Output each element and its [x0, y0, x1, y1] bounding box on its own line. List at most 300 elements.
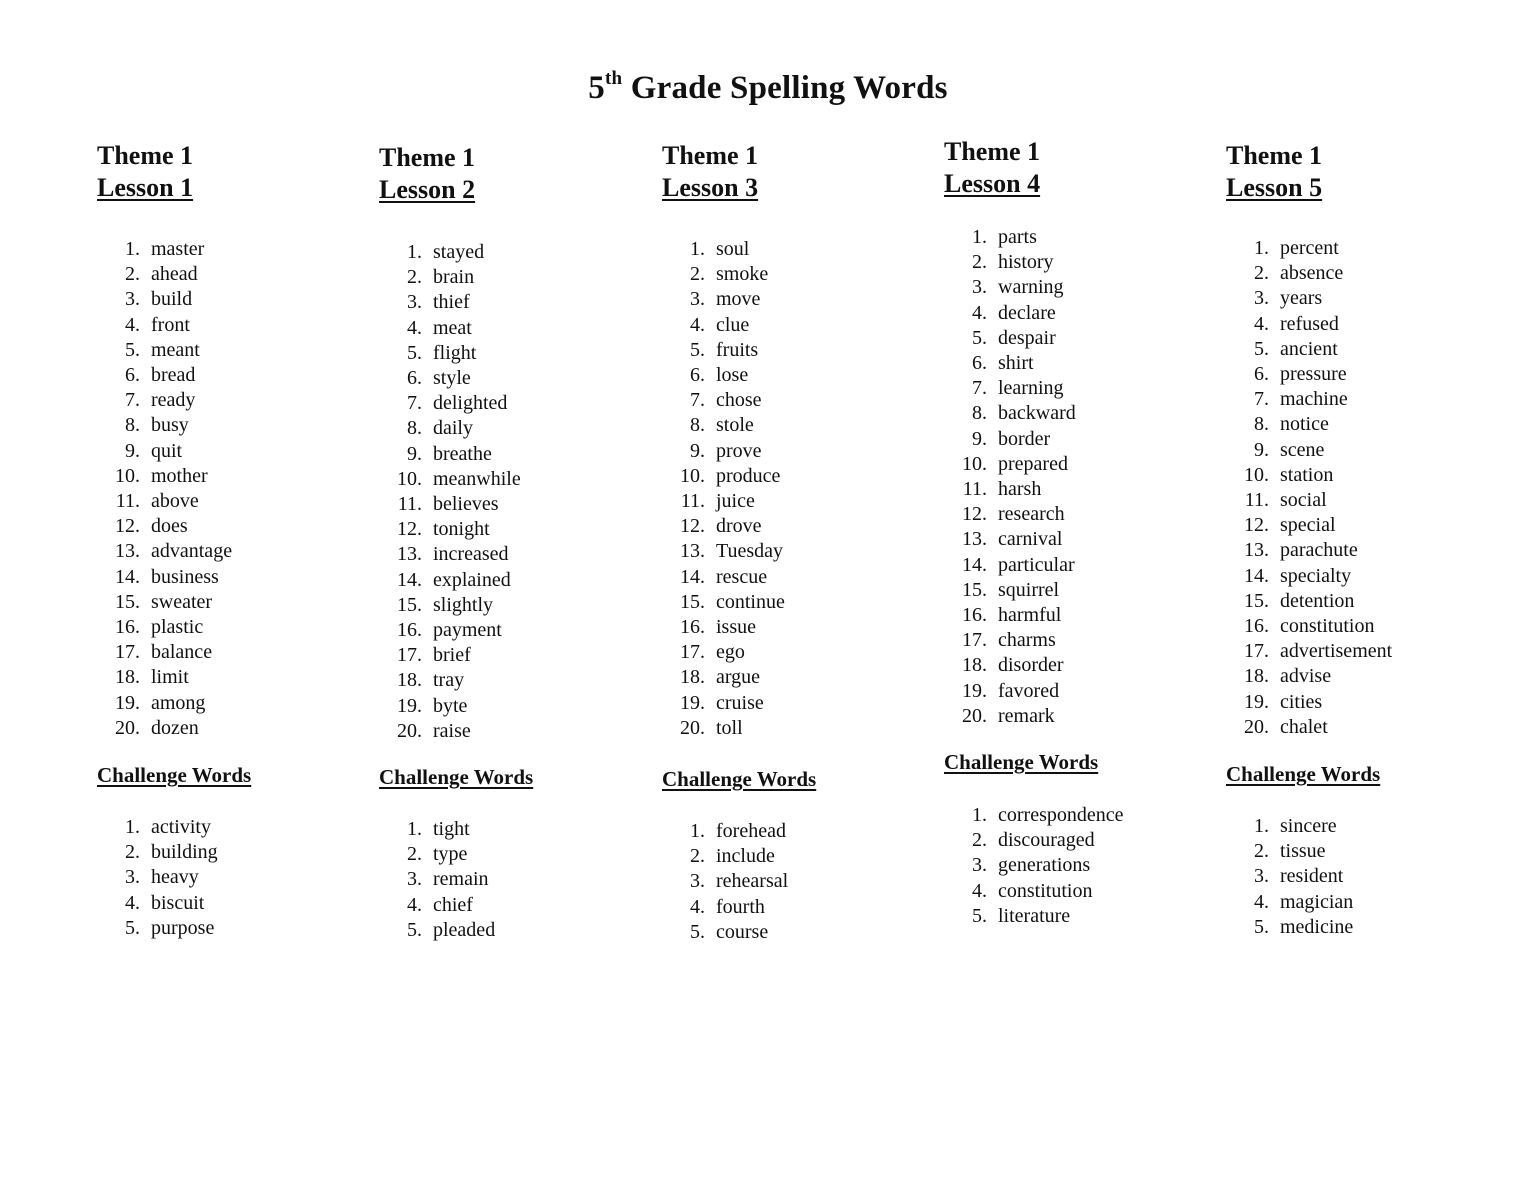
item-number: 12. [115, 515, 140, 538]
list-item [1226, 814, 1353, 839]
list-item [97, 413, 232, 438]
spelling-word: building [151, 841, 218, 864]
item-number: 10. [680, 464, 705, 487]
list-item [1226, 312, 1392, 337]
list-item [944, 828, 1124, 853]
spelling-word: special [1280, 514, 1336, 537]
spelling-word: declare [998, 301, 1056, 324]
word-list [1226, 236, 1392, 740]
item-number: 3. [972, 276, 987, 299]
item-number: 3. [125, 288, 140, 311]
list-item [944, 527, 1076, 552]
spelling-word: meant [151, 338, 200, 361]
list-item [1226, 564, 1392, 589]
spelling-word: front [151, 313, 190, 336]
item-number: 19. [1244, 690, 1269, 713]
list-item [1226, 438, 1392, 463]
list-item [97, 338, 232, 363]
list-item [662, 539, 785, 564]
item-number: 8. [125, 414, 140, 437]
item-number: 10. [1244, 463, 1269, 486]
theme-label: Theme 1 [662, 141, 759, 170]
list-item [662, 716, 785, 741]
list-item [379, 442, 521, 467]
spelling-word: tray [433, 669, 465, 692]
item-number: 6. [407, 367, 422, 390]
spelling-word: remark [998, 704, 1055, 727]
list-item [662, 844, 788, 869]
spelling-word: forehead [716, 820, 786, 842]
list-item [1226, 614, 1392, 639]
item-number: 10. [115, 464, 140, 487]
spelling-word: quit [151, 439, 183, 462]
list-item [1226, 261, 1392, 286]
spelling-word: clue [716, 313, 750, 336]
item-number: 1. [690, 238, 705, 260]
spelling-word: harmful [998, 604, 1062, 627]
spelling-word: include [716, 845, 775, 868]
spelling-word: produce [716, 464, 781, 487]
list-item [97, 916, 218, 941]
spelling-word: stole [716, 414, 754, 437]
item-number: 2. [972, 829, 987, 852]
item-number: 19. [680, 691, 705, 714]
list-item [379, 517, 521, 542]
list-item [1226, 362, 1392, 387]
item-number: 13. [1244, 539, 1269, 562]
spelling-word: activity [151, 816, 211, 838]
item-number: 2. [125, 841, 140, 864]
spelling-word: Tuesday [716, 540, 784, 563]
spelling-word: argue [716, 666, 761, 689]
item-number: 6. [972, 352, 987, 375]
item-number: 4. [1254, 890, 1269, 913]
item-number: 3. [407, 291, 422, 314]
list-item [97, 287, 232, 312]
list-item [1226, 639, 1392, 664]
spelling-word: learning [998, 377, 1064, 400]
item-number: 5. [125, 338, 140, 361]
item-number: 4. [125, 313, 140, 336]
item-number: 2. [1254, 840, 1269, 863]
item-number: 11. [962, 478, 987, 501]
item-number: 7. [407, 392, 422, 415]
item-number: 1. [972, 804, 987, 826]
item-number: 3. [972, 854, 987, 877]
list-item [944, 250, 1076, 275]
spelling-word: disorder [998, 654, 1064, 677]
lesson-label: Lesson 5 [1226, 173, 1323, 202]
spelling-word: dozen [151, 716, 199, 739]
lesson-header [944, 136, 1040, 200]
item-number: 1. [125, 238, 140, 260]
list-item [379, 265, 521, 290]
list-item [379, 867, 495, 892]
item-number: 1. [407, 818, 422, 840]
spelling-word: advise [1280, 665, 1332, 688]
challenge-words-heading: Challenge Words [662, 767, 817, 791]
spelling-word: breathe [433, 442, 492, 465]
spelling-word: chalet [1280, 715, 1328, 738]
lesson-column-5 [1226, 0, 1496, 938]
spelling-word: remain [433, 868, 489, 891]
list-item [1226, 286, 1392, 311]
challenge-words-heading: Challenge Words [97, 763, 252, 787]
spelling-word: literature [998, 904, 1071, 927]
item-number: 1. [125, 816, 140, 838]
item-number: 15. [1244, 589, 1269, 612]
spelling-word: cities [1280, 690, 1323, 713]
lesson-header [1226, 140, 1322, 204]
item-number: 20. [115, 716, 140, 739]
item-number: 4. [690, 313, 705, 336]
spelling-word: cruise [716, 691, 764, 714]
list-item [944, 628, 1076, 653]
item-number: 1. [1254, 815, 1269, 837]
list-item [944, 452, 1076, 477]
theme-label: Theme 1 [1226, 141, 1323, 170]
list-item [97, 716, 232, 741]
list-item [379, 341, 521, 366]
spelling-word: pressure [1280, 363, 1347, 386]
spelling-word: years [1280, 287, 1323, 310]
item-number: 4. [972, 301, 987, 324]
spelling-word: scene [1280, 438, 1325, 461]
item-number: 7. [690, 389, 705, 412]
spelling-word: advantage [151, 540, 233, 563]
spelling-word: build [151, 288, 193, 311]
spelling-word: ancient [1280, 337, 1338, 360]
list-item [662, 464, 785, 489]
item-number: 9. [407, 442, 422, 465]
item-number: 17. [680, 641, 705, 664]
list-item [97, 363, 232, 388]
challenge-word-list [944, 803, 1124, 929]
list-item [97, 464, 232, 489]
spelling-word: parachute [1280, 539, 1358, 562]
spelling-word: prepared [998, 452, 1068, 475]
theme-label: Theme 1 [97, 141, 194, 170]
spelling-word: byte [433, 694, 468, 717]
spelling-word: sweater [151, 590, 213, 613]
list-item [97, 840, 218, 865]
item-number: 2. [690, 263, 705, 286]
spelling-word: brief [433, 644, 471, 667]
list-item [97, 237, 232, 262]
item-number: 8. [1254, 413, 1269, 436]
spelling-word: rescue [716, 565, 768, 588]
item-number: 7. [972, 377, 987, 400]
item-number: 8. [972, 402, 987, 425]
lesson-label: Lesson 1 [97, 173, 194, 202]
spelling-word: particular [998, 553, 1075, 576]
list-item [944, 351, 1076, 376]
spelling-word: type [433, 843, 468, 866]
spelling-word: constitution [1280, 615, 1375, 638]
item-number: 4. [125, 891, 140, 914]
list-item [379, 918, 495, 943]
spelling-word: ahead [151, 263, 198, 286]
list-item [1226, 488, 1392, 513]
spelling-word: despair [998, 326, 1056, 349]
spelling-word: pleaded [433, 918, 496, 941]
item-number: 15. [397, 593, 422, 616]
spelling-word: style [433, 367, 471, 390]
item-number: 10. [397, 467, 422, 490]
item-number: 6. [690, 364, 705, 387]
list-item [379, 842, 495, 867]
spelling-word: juice [716, 490, 755, 513]
list-item [97, 514, 232, 539]
list-item [379, 416, 521, 441]
list-item [379, 593, 521, 618]
spelling-word: harsh [998, 478, 1042, 501]
list-item [97, 615, 232, 640]
spelling-word: station [1280, 463, 1334, 486]
item-number: 5. [125, 916, 140, 939]
spelling-word: daily [433, 417, 473, 440]
item-number: 11. [680, 490, 705, 513]
list-item [662, 489, 785, 514]
item-number: 4. [407, 893, 422, 916]
list-item [1226, 387, 1392, 412]
lesson-header [97, 140, 193, 204]
list-item [379, 719, 521, 744]
list-item [379, 618, 521, 643]
spelling-word: backward [998, 402, 1076, 425]
spelling-word: above [151, 490, 199, 513]
word-list [97, 237, 232, 741]
spelling-word: thief [433, 291, 470, 314]
spelling-word: plastic [151, 616, 204, 639]
spelling-word: rehearsal [716, 870, 789, 893]
list-item [662, 237, 785, 262]
list-item [944, 803, 1124, 828]
list-item [1226, 337, 1392, 362]
item-number: 6. [1254, 363, 1269, 386]
list-item [944, 704, 1076, 729]
item-number: 9. [125, 439, 140, 462]
word-list [944, 225, 1076, 729]
item-number: 5. [407, 918, 422, 941]
spelling-word: bread [151, 364, 196, 387]
item-number: 20. [962, 704, 987, 727]
list-item [944, 603, 1076, 628]
item-number: 18. [1244, 665, 1269, 688]
spelling-word: history [998, 251, 1054, 274]
list-item [944, 376, 1076, 401]
spelling-word: carnival [998, 528, 1063, 551]
item-number: 4. [407, 316, 422, 339]
spelling-word: notice [1280, 413, 1329, 436]
spelling-word: slightly [433, 593, 494, 616]
spelling-word: chose [716, 389, 762, 412]
list-item [379, 817, 495, 842]
list-item [1226, 463, 1392, 488]
list-item [944, 301, 1076, 326]
list-item [662, 691, 785, 716]
spelling-word: issue [716, 616, 756, 639]
spelling-word: research [998, 503, 1065, 526]
item-number: 11. [397, 493, 422, 516]
list-item [944, 477, 1076, 502]
spelling-word: specialty [1280, 564, 1352, 587]
spelling-word: master [151, 238, 205, 260]
list-item [662, 615, 785, 640]
list-item [944, 653, 1076, 678]
spelling-word: generations [998, 854, 1091, 877]
item-number: 5. [407, 341, 422, 364]
spelling-word: detention [1280, 589, 1355, 612]
item-number: 19. [962, 679, 987, 702]
item-number: 2. [407, 843, 422, 866]
list-item [662, 895, 788, 920]
spelling-word: lose [716, 364, 749, 387]
spelling-word: magician [1280, 890, 1354, 913]
list-item [944, 427, 1076, 452]
theme-label: Theme 1 [944, 137, 1041, 166]
item-number: 16. [115, 616, 140, 639]
item-number: 20. [1244, 715, 1269, 738]
list-item [662, 590, 785, 615]
item-number: 1. [1254, 237, 1269, 259]
list-item [97, 815, 218, 840]
item-number: 20. [397, 719, 422, 742]
list-item [944, 879, 1124, 904]
list-item [379, 240, 521, 265]
list-item [662, 413, 785, 438]
item-number: 1. [407, 241, 422, 263]
spelling-word: sincere [1280, 815, 1337, 837]
list-item [944, 502, 1076, 527]
challenge-words-heading: Challenge Words [944, 750, 1099, 774]
list-item [97, 865, 218, 890]
spelling-word: continue [716, 590, 785, 613]
spelling-word: brain [433, 266, 475, 289]
spelling-word: favored [998, 679, 1060, 702]
item-number: 9. [1254, 438, 1269, 461]
list-item [662, 819, 788, 844]
spelling-word: tissue [1280, 840, 1326, 863]
item-number: 14. [1244, 564, 1269, 587]
spelling-word: ready [151, 389, 196, 412]
spelling-word: shirt [998, 352, 1034, 375]
item-number: 1. [972, 226, 987, 248]
spelling-word: discouraged [998, 829, 1095, 852]
spelling-word: ego [716, 641, 745, 664]
spelling-word: fourth [716, 895, 765, 918]
list-item [662, 439, 785, 464]
list-item [944, 904, 1124, 929]
list-item [1226, 864, 1353, 889]
list-item [662, 262, 785, 287]
list-item [944, 401, 1076, 426]
item-number: 15. [962, 578, 987, 601]
spelling-word: raise [433, 719, 471, 742]
spelling-word: soul [716, 238, 750, 260]
page-title: 5th Grade Spelling Words [588, 68, 948, 106]
list-item [97, 262, 232, 287]
spelling-word: chief [433, 893, 473, 916]
item-number: 17. [1244, 640, 1269, 663]
challenge-word-list [1226, 814, 1353, 940]
item-number: 16. [962, 604, 987, 627]
item-number: 13. [115, 540, 140, 563]
item-number: 18. [397, 669, 422, 692]
list-item [97, 565, 232, 590]
spelling-word: heavy [151, 866, 199, 889]
lesson-column-4 [944, 0, 1214, 927]
spelling-word: medicine [1280, 915, 1354, 938]
spelling-word: constitution [998, 879, 1093, 902]
spelling-word: social [1280, 489, 1327, 512]
spelling-word: mother [151, 464, 208, 487]
item-number: 18. [680, 666, 705, 689]
spelling-word: squirrel [998, 578, 1060, 601]
list-item [1226, 589, 1392, 614]
lesson-label: Lesson 3 [662, 173, 759, 202]
list-item [662, 565, 785, 590]
spelling-word: prove [716, 439, 762, 462]
challenge-word-list [97, 815, 218, 941]
list-item [379, 290, 521, 315]
item-number: 14. [115, 565, 140, 588]
list-item [379, 643, 521, 668]
item-number: 2. [690, 845, 705, 868]
item-number: 8. [407, 417, 422, 440]
spelling-word: delighted [433, 392, 508, 415]
list-item [379, 668, 521, 693]
list-item [662, 514, 785, 539]
lesson-label: Lesson 4 [944, 169, 1041, 198]
spelling-word: drove [716, 515, 762, 538]
list-item [1226, 890, 1353, 915]
item-number: 1. [690, 820, 705, 842]
item-number: 15. [115, 590, 140, 613]
spelling-word: toll [716, 716, 743, 739]
list-item [662, 640, 785, 665]
item-number: 16. [1244, 615, 1269, 638]
item-number: 19. [115, 691, 140, 714]
list-item [97, 590, 232, 615]
item-number: 11. [1244, 489, 1269, 512]
list-item [1226, 412, 1392, 437]
list-item [662, 665, 785, 690]
list-item [97, 691, 232, 716]
list-item [662, 287, 785, 312]
item-number: 14. [397, 568, 422, 591]
item-number: 12. [397, 518, 422, 541]
spelling-word: warning [998, 276, 1064, 299]
list-item [662, 920, 788, 945]
item-number: 4. [1254, 312, 1269, 335]
list-item [379, 568, 521, 593]
spelling-word: tight [433, 818, 470, 840]
list-item [97, 439, 232, 464]
list-item [662, 869, 788, 894]
spelling-word: stayed [433, 241, 485, 263]
list-item [662, 338, 785, 363]
word-list [379, 240, 521, 744]
item-number: 3. [690, 288, 705, 311]
list-item [379, 694, 521, 719]
item-number: 12. [1244, 514, 1269, 537]
list-item [379, 492, 521, 517]
item-number: 12. [962, 503, 987, 526]
lesson-column-2 [379, 0, 649, 941]
spelling-word: percent [1280, 237, 1339, 259]
theme-label: Theme 1 [379, 143, 476, 172]
